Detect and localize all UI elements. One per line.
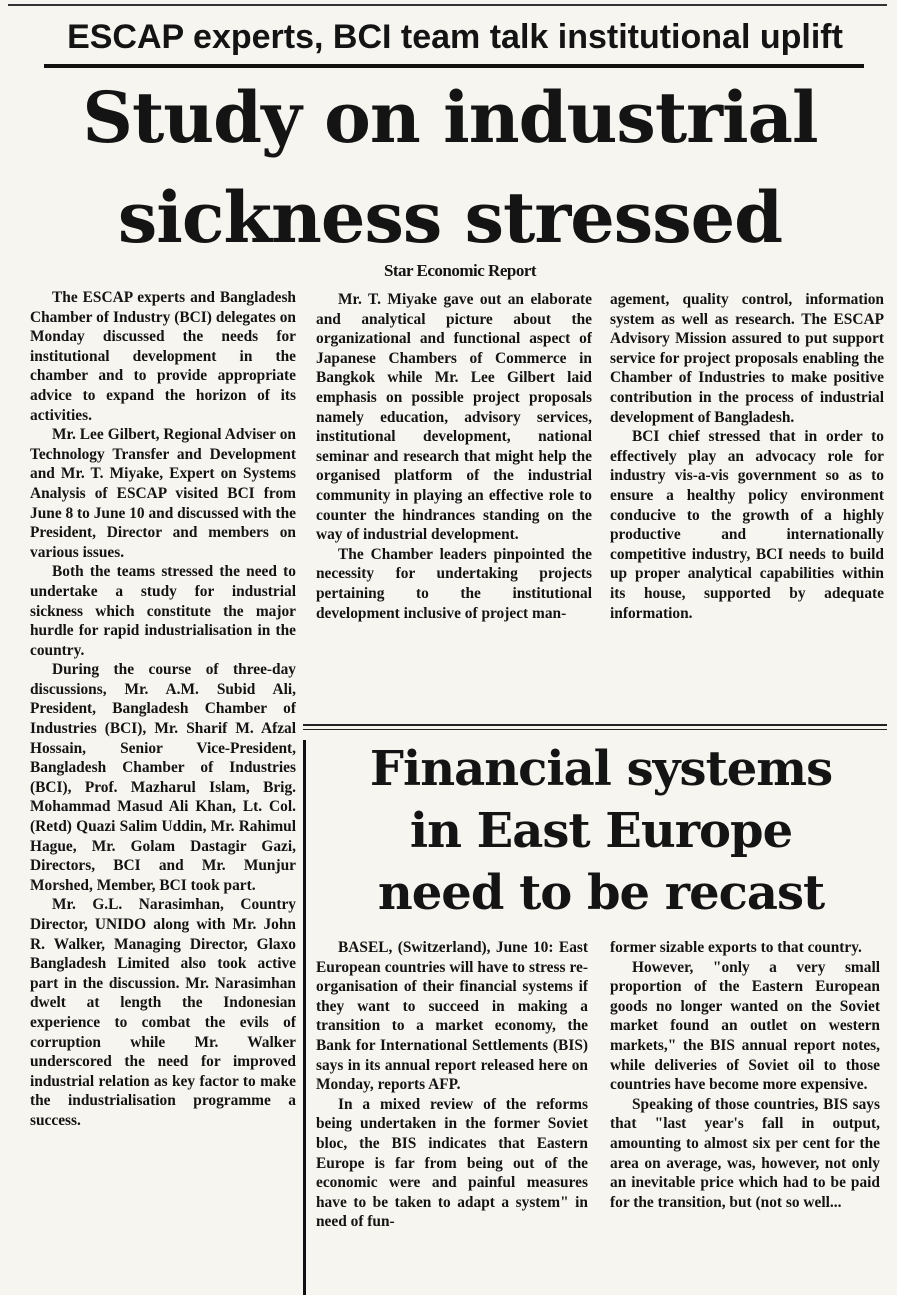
story1-byline: Star Economic Report [383,261,537,280]
story2-paragraph: BASEL, (Switzerland), June 10: East European countries will have to stress re-organisation of their financial systems if they want to succeed in making a transition to a market economy, the Bank for International Settlements (BIS) says in its annual report released here on Monday, reports AFP. [316,939,588,1094]
story1-headline-line1: Study on industrial [82,76,818,159]
story1-kicker: ESCAP experts, BCI team talk institutional uplift [67,18,843,56]
top-border-line [8,4,887,6]
story1-paragraph: Mr. Lee Gilbert, Regional Adviser on Technology Transfer and Development and Mr. T. Miyake, Expert on Systems Analysis of ESCAP visited BCI from June 8 to June 10 and discussed with the President, Director and members on various issues. [30,426,296,561]
story1-column-2 [316,290,592,716]
story1-paragraph: BCI chief stressed that in order to effectively play an advocacy role for industry vis-a-vis government so as to ensure a healthy policy environment conducive to the growth of a highly productive and internationally competitive industry, BCI needs to build up proper analytical capabilities within its house, supported by adequate information. [610,428,884,622]
story1-paragraph: During the course of three-day discussions, Mr. A.M. Subid Ali, President, Bangladesh Chamber of Industries (BCI), Mr. Sharif M. Afzal Hossain, Senior Vice-President, Bangladesh Chamber of Industries (BCI), Prof. Mazharul Islam, Brig. Mohammad Masud Ali Khan, Lt. Col. (Retd) Quazi Salim Uddin, Mr. Rahimul Hague, Mr. Golam Dastagir Gazi, Directors, BCI and Mr. Munjur Morshed, Member, BCI took part. [30,661,296,894]
story2-headline-line2: in East Europe [409,803,793,859]
section-divider-rule-thin [303,729,887,730]
story2-column-2 [610,938,880,1295]
story1-headline [20,68,880,268]
section-divider-rule [303,724,887,726]
story2-headline-line3: need to be recast [377,865,825,921]
story1-headline-line2: sickness stressed [117,176,783,259]
story1-paragraph: agement, quality control, information system as well as research. The ESCAP Advisory Mission assured to put support service for project proposals enabling the Chamber of Industries to make positive contribution in the process of industrial development of Bangladesh. [610,291,884,426]
story1-paragraph: The Chamber leaders pinpointed the necessity for undertaking projects pertaining to the institutional development inclusive of project man- [316,545,592,622]
story1-paragraph: Both the teams stressed the need to undertake a study for industrial sickness which constitute the major hurdle for rapid industrialisation in the country. [30,563,296,659]
story1-paragraph: The ESCAP experts and Bangladesh Chamber of Industry (BCI) delegates on Monday discussed the needs for institutional development in the chamber and to provide appropriate advice to expand the horizon of its activities. [30,289,296,424]
story2-headline-line1: Financial systems [369,741,833,797]
story1-paragraph: Mr. G.L. Narasimhan, Country Director, UNIDO along with Mr. John R. Walker, Managing Director, Glaxo Bangladesh Limited also took active part in the discussion. Mr. Narasimhan dwelt at length the Indonesian experience to combat the evils of corruption while Mr. Walker underscored the need for improved industrial relation as key factor to make the industrialisation programme a success. [30,896,296,1129]
story2-paragraph: Speaking of those countries, BIS says that "last year's fall in output, amounting to almost six per cent for the area on average, was, however, not only an inevitable price which had to be paid for the transition, but (not so well... [610,1095,880,1211]
story1-column-3 [610,290,884,716]
story1-column-1 [30,288,296,1278]
story2-paragraph: former sizable exports to that country. [610,939,862,956]
story2-paragraph: However, "only a very small proportion of the Eastern European goods no longer wanted on the Soviet market found an outlet on western markets," the BIS annual report notes, while deliveries of Soviet oil to those countries have become more expensive. [610,958,880,1094]
story2-headline [316,738,886,924]
story1-paragraph: Mr. T. Miyake gave out an elaborate and analytical picture about the organizational and functional aspect of Japanese Chambers of Commerce in Bangkok while Mr. Lee Gilbert laid emphasis on possible project proposals namely education, advisory services, institutional development, national seminar and research that might help the organised platform of the industrial community in playing an effective role to counter the hindrances standing on the way of industrial development. [316,291,592,544]
story2-column-1 [316,938,588,1295]
column-divider-rule [303,740,306,1295]
story2-paragraph: In a mixed review of the reforms being undertaken in the former Soviet bloc, the BIS indicates that Eastern Europe is far from being out of the economic were and painful measures have to be taken to adapt a system" in need of fun- [316,1095,588,1231]
